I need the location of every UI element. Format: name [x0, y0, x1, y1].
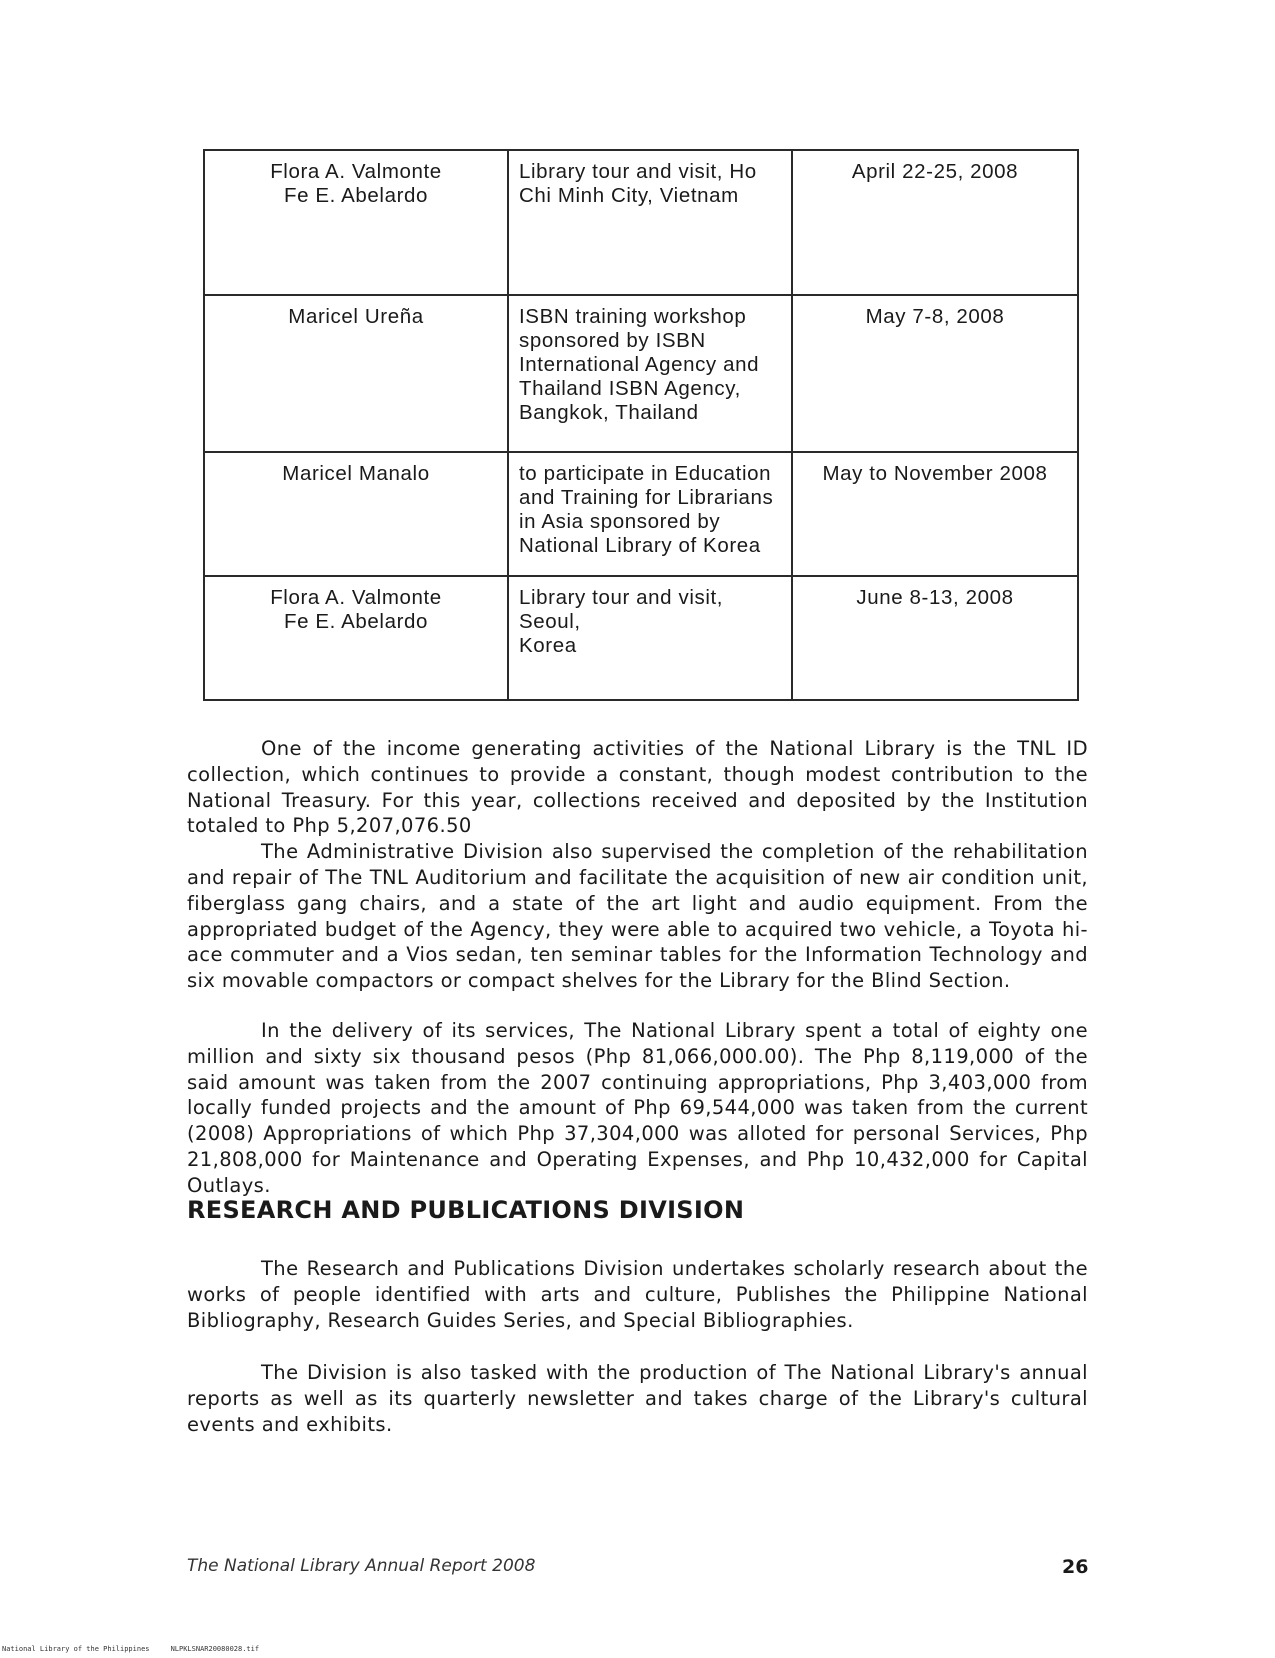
admin-paragraphs [187, 736, 1088, 994]
table-row [204, 452, 1078, 576]
date-cell: June 8-13, 2008 [792, 576, 1078, 700]
participant-name: Maricel Manalo [282, 462, 430, 485]
budget-paragraph: In the delivery of its services, The National Library spent a total of eighty one million and sixty six thousand pesos (Php 81,066,000.00). The Php 8,119,000 of the said amount was taken from the 2007 continuing appropriations, Php 3,403,000 from locally funded projects and the amount of Php 69,544,000 was taken from the current (2008) Appropriations of which Php 37,304,000 was alloted for personal Services, Php 21,808,000 for Maintenance and Operating Expenses, and Php 10,432,000 for Capital Outlays. [187, 1019, 1088, 1197]
page-number: 26 [1062, 1556, 1089, 1578]
activity-line: Thailand ISBN Agency, [519, 377, 741, 400]
research-paragraph-block [187, 1256, 1088, 1333]
participant-name: Maricel Ureña [288, 305, 424, 328]
activity-line: to participate in Education [519, 462, 772, 485]
participant-names-cell [204, 150, 508, 295]
activity-cell [508, 295, 792, 452]
activity-line: ISBN training workshop [519, 305, 747, 328]
income-paragraph: One of the income generating activities of the National Library is the TNL ID collection, which continues to provide a constant, though modest contribution to the National Treasury. For this year, collections received and deposited by the Institution totaled to Php 5,207,076.50 [187, 737, 1088, 838]
footer-title: The National Library Annual Report 2008 [187, 1556, 536, 1576]
participant-name: Fe E. Abelardo [283, 184, 428, 207]
budget-paragraph-block [187, 1018, 1088, 1199]
date-cell: April 22-25, 2008 [792, 150, 1078, 295]
participant-names-cell [204, 452, 508, 576]
participant-names-cell [204, 576, 508, 700]
activity-line: National Library of Korea [519, 534, 761, 557]
activity-line: Library tour and visit, Seoul, [519, 586, 724, 633]
section-heading: RESEARCH AND PUBLICATIONS DIVISION [187, 1196, 745, 1224]
rehabilitation-paragraph: The Administrative Division also supervised the completion of the rehabilitation and repair of The TNL Auditorium and facilitate the acquisition of new air condition unit, fiberglass gang chairs, and a state of the art light and audio equipment. From the appropriated budget of the Agency, they were able to acquired two vehicle, a Toyota hi-ace commuter and a Vios sedan, ten seminar tables for the Information Technology and six movable compactors or compact shelves for the Library for the Blind Section. [187, 840, 1088, 993]
division-tasks-paragraph: The Division is also tasked with the production of The National Library's annual reports as well as its quarterly newsletter and takes charge of the Library's cultural events and exhibits. [187, 1361, 1088, 1436]
participant-name: Flora A. Valmonte [270, 160, 442, 183]
participant-name: Fe E. Abelardo [283, 610, 428, 633]
activity-line: Library tour and visit, Ho [519, 160, 757, 183]
scan-label: National Library of the Philippines NLPKLSNAR20080028.tif [2, 1645, 260, 1653]
activity-line: International Agency and [519, 353, 760, 376]
table-row [204, 295, 1078, 452]
activity-cell [508, 150, 792, 295]
activity-line: and Training for Librarians [519, 486, 774, 509]
foreign-travel-table [203, 149, 1079, 701]
participant-names-cell [204, 295, 508, 452]
activity-cell [508, 452, 792, 576]
table-row [204, 150, 1078, 295]
activity-cell [508, 576, 792, 700]
date-cell: May 7-8, 2008 [792, 295, 1078, 452]
table-row [204, 576, 1078, 700]
date-cell: May to November 2008 [792, 452, 1078, 576]
activity-line: in Asia sponsored by [519, 510, 721, 533]
activity-line: Chi Minh City, Vietnam [519, 184, 739, 207]
division-tasks-paragraph-block [187, 1360, 1088, 1437]
activity-line: Korea [519, 634, 577, 657]
participant-name: Flora A. Valmonte [270, 586, 442, 609]
activity-line: sponsored by ISBN [519, 329, 706, 352]
activity-line: Bangkok, Thailand [519, 401, 699, 424]
research-paragraph: The Research and Publications Division undertakes scholarly research about the works of people identified with arts and culture, Publishes the Philippine National Bibliography, Research Guides Series, and Special Bibliographies. [187, 1257, 1088, 1332]
